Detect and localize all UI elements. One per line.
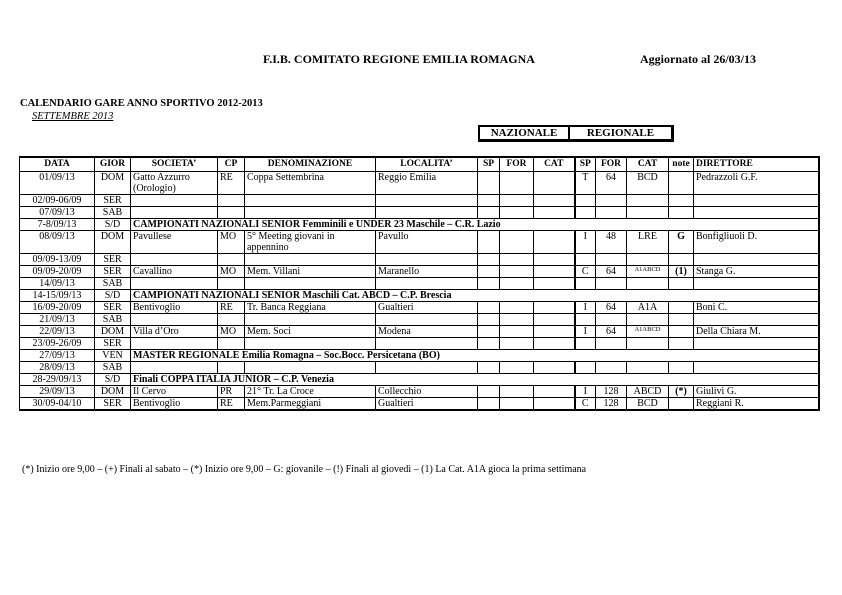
- column-header: FOR: [596, 157, 627, 172]
- row-day: SAB: [95, 278, 131, 290]
- event-banner-title: MASTER REGIONALE Emilia Romagna – Soc.Bocc. Persicetana (BO): [131, 350, 819, 362]
- row-director: [694, 338, 819, 350]
- column-header: note: [669, 157, 694, 172]
- row-cat-regionale: [627, 207, 669, 219]
- row-day: SAB: [95, 362, 131, 374]
- row-cat-regionale: [627, 195, 669, 207]
- row-cat-nazionale: [534, 278, 575, 290]
- row-for-regionale: 128: [596, 398, 627, 411]
- row-director: [694, 195, 819, 207]
- row-for-nazionale: [500, 172, 534, 195]
- row-sp-nazionale: [478, 266, 500, 278]
- table-row: [20, 254, 819, 266]
- row-date: 21/09/13: [20, 314, 95, 326]
- table-row: [20, 278, 819, 290]
- row-day: S/D: [95, 219, 131, 231]
- row-event-name: 5° Meeting giovani in appennino: [245, 231, 376, 254]
- row-sp-nazionale: [478, 231, 500, 254]
- row-cat-regionale: [627, 362, 669, 374]
- row-cat-nazionale: [534, 398, 575, 411]
- column-header: CAT: [627, 157, 669, 172]
- row-for-regionale: [596, 362, 627, 374]
- row-sp-regionale: I: [575, 302, 596, 314]
- table-row: [20, 362, 819, 374]
- row-for-regionale: [596, 278, 627, 290]
- row-date: 27/09/13: [20, 350, 95, 362]
- row-province: PR: [218, 386, 245, 398]
- row-for-regionale: [596, 195, 627, 207]
- table-row: [20, 172, 819, 195]
- row-for-regionale: 128: [596, 386, 627, 398]
- row-event-name: 21° Tr. La Croce: [245, 386, 376, 398]
- row-cat-regionale: BCD: [627, 398, 669, 411]
- row-for-regionale: [596, 314, 627, 326]
- table-row: [20, 207, 819, 219]
- row-director: [694, 254, 819, 266]
- column-header: FOR: [500, 157, 534, 172]
- column-header: CP: [218, 157, 245, 172]
- row-location: Reggio Emilia: [376, 172, 478, 195]
- row-event-name: [245, 195, 376, 207]
- row-sp-regionale: [575, 195, 596, 207]
- event-banner-row: [20, 374, 819, 386]
- row-for-nazionale: [500, 195, 534, 207]
- row-for-regionale: 64: [596, 302, 627, 314]
- row-sp-nazionale: [478, 278, 500, 290]
- column-header: SP: [575, 157, 596, 172]
- row-date: 02/09-06/09: [20, 195, 95, 207]
- row-cat-regionale: A1A: [627, 302, 669, 314]
- row-province: RE: [218, 302, 245, 314]
- row-sp-nazionale: [478, 362, 500, 374]
- row-date: 16/09-20/09: [20, 302, 95, 314]
- row-date: 07/09/13: [20, 207, 95, 219]
- row-day: SER: [95, 338, 131, 350]
- row-director: Stanga G.: [694, 266, 819, 278]
- row-note: G: [669, 231, 694, 254]
- row-cat-nazionale: [534, 314, 575, 326]
- row-society: [131, 195, 218, 207]
- row-date: 08/09/13: [20, 231, 95, 254]
- level-regionale-label: REGIONALE: [586, 127, 655, 139]
- last-updated-date: Aggiornato al 26/03/13: [640, 52, 756, 66]
- row-location: Gualtieri: [376, 302, 478, 314]
- row-day: S/D: [95, 374, 131, 386]
- level-legend: [478, 125, 674, 142]
- row-note: [669, 362, 694, 374]
- row-day: SAB: [95, 207, 131, 219]
- table-row: [20, 314, 819, 326]
- row-director: Della Chiara M.: [694, 326, 819, 338]
- row-location: Gualtieri: [376, 398, 478, 411]
- row-sp-nazionale: [478, 302, 500, 314]
- row-note: [669, 338, 694, 350]
- row-date: 22/09/13: [20, 326, 95, 338]
- row-event-name: Mem. Villani: [245, 266, 376, 278]
- event-banner-row: [20, 219, 819, 231]
- row-cat-nazionale: [534, 231, 575, 254]
- row-for-regionale: [596, 207, 627, 219]
- table-row: [20, 326, 819, 338]
- row-sp-regionale: C: [575, 266, 596, 278]
- row-sp-regionale: I: [575, 386, 596, 398]
- table-header-row: [20, 157, 819, 172]
- row-for-regionale: [596, 338, 627, 350]
- row-note: [669, 195, 694, 207]
- row-director: Boni C.: [694, 302, 819, 314]
- row-location: Collecchio: [376, 386, 478, 398]
- row-sp-nazionale: [478, 398, 500, 411]
- row-cat-regionale: ABCD: [627, 386, 669, 398]
- row-cat-nazionale: [534, 266, 575, 278]
- row-cat-nazionale: [534, 207, 575, 219]
- row-cat-regionale: [627, 338, 669, 350]
- row-for-regionale: 64: [596, 172, 627, 195]
- row-date: 14-15/09/13: [20, 290, 95, 302]
- month-label: SETTEMBRE 2013: [32, 111, 114, 122]
- calendar-table: [19, 156, 820, 411]
- row-day: VEN: [95, 350, 131, 362]
- row-director: Reggiani R.: [694, 398, 819, 411]
- row-province: MO: [218, 266, 245, 278]
- row-location: [376, 338, 478, 350]
- row-location: [376, 362, 478, 374]
- row-sp-regionale: C: [575, 398, 596, 411]
- row-note: [669, 326, 694, 338]
- row-director: [694, 207, 819, 219]
- row-society: Gatto Azzurro (Orologio): [131, 172, 218, 195]
- row-date: 29/09/13: [20, 386, 95, 398]
- row-day: S/D: [95, 290, 131, 302]
- row-sp-nazionale: [478, 254, 500, 266]
- row-for-regionale: [596, 254, 627, 266]
- row-sp-regionale: [575, 278, 596, 290]
- row-director: Pedrazzoli G.F.: [694, 172, 819, 195]
- calendar-subtitle: CALENDARIO GARE ANNO SPORTIVO 2012-2013: [20, 98, 263, 109]
- table-row: [20, 398, 819, 411]
- document-title: F.I.B. COMITATO REGIONE EMILIA ROMAGNA: [263, 52, 535, 66]
- row-date: 28/09/13: [20, 362, 95, 374]
- row-location: Maranello: [376, 266, 478, 278]
- row-note: [669, 172, 694, 195]
- row-sp-nazionale: [478, 195, 500, 207]
- row-sp-regionale: I: [575, 231, 596, 254]
- row-event-name: [245, 278, 376, 290]
- row-day: SAB: [95, 314, 131, 326]
- row-province: RE: [218, 172, 245, 195]
- row-event-name: [245, 314, 376, 326]
- row-location: Pavullo: [376, 231, 478, 254]
- row-sp-nazionale: [478, 386, 500, 398]
- row-note: (*): [669, 386, 694, 398]
- row-society: [131, 314, 218, 326]
- row-cat-nazionale: [534, 338, 575, 350]
- row-province: [218, 314, 245, 326]
- row-sp-regionale: T: [575, 172, 596, 195]
- column-header: GIOR: [95, 157, 131, 172]
- row-for-nazionale: [500, 338, 534, 350]
- row-date: 14/09/13: [20, 278, 95, 290]
- row-cat-regionale: [627, 254, 669, 266]
- event-banner-row: [20, 290, 819, 302]
- row-sp-nazionale: [478, 326, 500, 338]
- row-sp-regionale: [575, 338, 596, 350]
- column-header: DIRETTORE: [694, 157, 819, 172]
- row-province: [218, 195, 245, 207]
- row-province: RE: [218, 398, 245, 411]
- row-location: [376, 278, 478, 290]
- event-banner-row: [20, 350, 819, 362]
- row-cat-nazionale: [534, 172, 575, 195]
- row-society: Il Cervo: [131, 386, 218, 398]
- row-province: MO: [218, 326, 245, 338]
- row-date: 01/09/13: [20, 172, 95, 195]
- row-for-nazionale: [500, 278, 534, 290]
- footnotes: (*) Inizio ore 9,00 – (+) Finali al sabato – (*) Inizio ore 9,00 – G: giovanile – (!) Finali al giovedì – (1) La Cat. A1A gioca la prima settimana: [22, 464, 587, 475]
- row-for-nazionale: [500, 362, 534, 374]
- row-note: [669, 302, 694, 314]
- row-province: [218, 207, 245, 219]
- row-event-name: Mem.Parmeggiani: [245, 398, 376, 411]
- column-header: LOCALITA’: [376, 157, 478, 172]
- row-cat-nazionale: [534, 326, 575, 338]
- row-society: [131, 207, 218, 219]
- row-day: DOM: [95, 172, 131, 195]
- row-date: 23/09-26/09: [20, 338, 95, 350]
- row-society: Villa d’Oro: [131, 326, 218, 338]
- row-cat-nazionale: [534, 195, 575, 207]
- row-sp-nazionale: [478, 338, 500, 350]
- row-day: DOM: [95, 386, 131, 398]
- row-for-nazionale: [500, 231, 534, 254]
- row-cat-regionale: LRE: [627, 231, 669, 254]
- table-row: [20, 338, 819, 350]
- row-day: DOM: [95, 231, 131, 254]
- column-header: DENOMINAZIONE: [245, 157, 376, 172]
- row-director: Giulivi G.: [694, 386, 819, 398]
- column-header: CAT: [534, 157, 575, 172]
- event-banner-title: CAMPIONATI NAZIONALI SENIOR Maschili Cat. ABCD – C.P. Brescia: [131, 290, 819, 302]
- table-row: [20, 266, 819, 278]
- row-note: [669, 207, 694, 219]
- row-cat-regionale: A1ABCD: [627, 326, 669, 338]
- row-cat-regionale: [627, 278, 669, 290]
- row-date: 30/09-04/10: [20, 398, 95, 411]
- row-for-nazionale: [500, 326, 534, 338]
- row-note: [669, 314, 694, 326]
- row-event-name: Coppa Settembrina: [245, 172, 376, 195]
- row-location: [376, 254, 478, 266]
- table-row: [20, 386, 819, 398]
- row-day: SER: [95, 195, 131, 207]
- row-event-name: [245, 207, 376, 219]
- row-cat-nazionale: [534, 254, 575, 266]
- row-for-nazionale: [500, 254, 534, 266]
- row-director: [694, 278, 819, 290]
- row-province: [218, 338, 245, 350]
- row-date: 28-29/09/13: [20, 374, 95, 386]
- row-location: [376, 195, 478, 207]
- row-society: [131, 338, 218, 350]
- row-date: 09/09-13/09: [20, 254, 95, 266]
- row-cat-nazionale: [534, 386, 575, 398]
- row-note: (1): [669, 266, 694, 278]
- row-event-name: Tr. Banca Reggiana: [245, 302, 376, 314]
- row-for-nazionale: [500, 386, 534, 398]
- row-for-nazionale: [500, 302, 534, 314]
- row-director: [694, 362, 819, 374]
- row-day: SER: [95, 254, 131, 266]
- row-for-nazionale: [500, 314, 534, 326]
- column-header: DATA: [20, 157, 95, 172]
- row-date: 09/09-20/09: [20, 266, 95, 278]
- row-for-nazionale: [500, 398, 534, 411]
- table-row: [20, 195, 819, 207]
- row-society: [131, 254, 218, 266]
- row-society: Pavullese: [131, 231, 218, 254]
- column-header: SOCIETA’: [131, 157, 218, 172]
- row-society: Bentivoglio: [131, 398, 218, 411]
- row-sp-regionale: [575, 362, 596, 374]
- row-province: [218, 362, 245, 374]
- row-society: [131, 362, 218, 374]
- row-sp-regionale: [575, 314, 596, 326]
- row-sp-regionale: I: [575, 326, 596, 338]
- row-location: [376, 207, 478, 219]
- row-day: SER: [95, 302, 131, 314]
- row-cat-nazionale: [534, 302, 575, 314]
- row-sp-regionale: [575, 207, 596, 219]
- table-row: [20, 302, 819, 314]
- row-for-nazionale: [500, 266, 534, 278]
- row-event-name: [245, 254, 376, 266]
- event-banner-title: CAMPIONATI NAZIONALI SENIOR Femminili e UNDER 23 Maschile – C.R. Lazio: [131, 219, 819, 231]
- row-society: Cavallino: [131, 266, 218, 278]
- row-sp-nazionale: [478, 314, 500, 326]
- row-society: Bentivoglio: [131, 302, 218, 314]
- row-for-regionale: 64: [596, 266, 627, 278]
- row-location: Modena: [376, 326, 478, 338]
- row-cat-nazionale: [534, 362, 575, 374]
- row-sp-nazionale: [478, 207, 500, 219]
- row-event-name: Mem. Soci: [245, 326, 376, 338]
- row-day: SER: [95, 266, 131, 278]
- row-for-regionale: 64: [596, 326, 627, 338]
- row-cat-regionale: [627, 314, 669, 326]
- row-location: [376, 314, 478, 326]
- row-province: [218, 254, 245, 266]
- row-note: [669, 254, 694, 266]
- row-event-name: [245, 338, 376, 350]
- column-header: SP: [478, 157, 500, 172]
- row-date: 7-8/09/13: [20, 219, 95, 231]
- event-banner-title: Finali COPPA ITALIA JUNIOR – C.P. Venezia: [131, 374, 819, 386]
- row-for-regionale: 48: [596, 231, 627, 254]
- table-row: [20, 231, 819, 254]
- row-sp-nazionale: [478, 172, 500, 195]
- row-sp-regionale: [575, 254, 596, 266]
- row-event-name: [245, 362, 376, 374]
- row-note: [669, 398, 694, 411]
- row-for-nazionale: [500, 207, 534, 219]
- row-director: Bonfigliuoli D.: [694, 231, 819, 254]
- row-province: MO: [218, 231, 245, 254]
- row-society: [131, 278, 218, 290]
- row-day: DOM: [95, 326, 131, 338]
- row-director: [694, 314, 819, 326]
- row-cat-regionale: A1ABCD: [627, 266, 669, 278]
- row-day: SER: [95, 398, 131, 411]
- row-cat-regionale: BCD: [627, 172, 669, 195]
- row-province: [218, 278, 245, 290]
- row-note: [669, 278, 694, 290]
- level-nazionale-label: NAZIONALE: [480, 127, 570, 139]
